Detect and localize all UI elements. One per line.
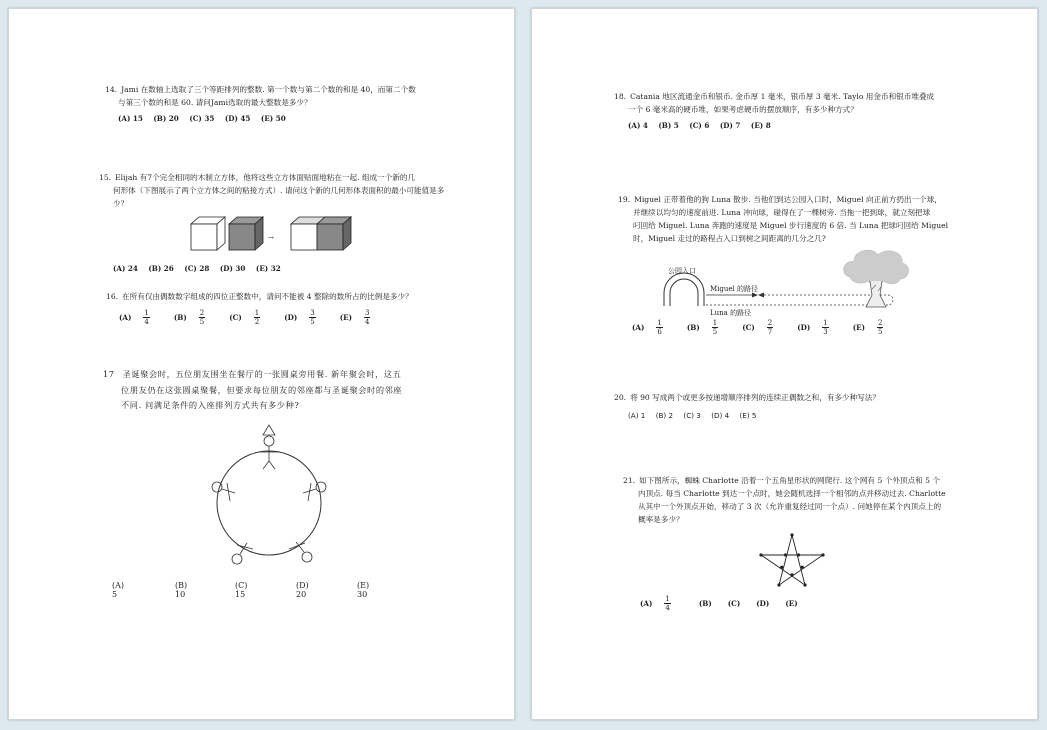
question-text: 如下图所示，蜘蛛 Charlotte 沿着一个五角星形状的网爬行. 这个网有 5 个外顶点和 5 个	[639, 476, 940, 485]
choice-label: (A)	[640, 599, 653, 608]
fraction	[712, 319, 726, 336]
choice-label: (B)	[686, 323, 700, 332]
choice-c[interactable]: (C) 28	[184, 264, 210, 273]
numerator: 2	[878, 319, 883, 327]
choice-b[interactable]: (B) 26	[148, 264, 174, 273]
fraction	[664, 595, 678, 612]
choice-a[interactable]: (A) 1	[628, 411, 646, 420]
question-text: Miguel 正带着他的狗 Luna 散步. 当他们到达公园入口时，Miguel 向正前方扔出一个球，	[634, 195, 942, 204]
question-17	[103, 367, 503, 414]
question-text: 概率是多少？	[638, 515, 684, 524]
question-text: 并继续以均匀的速度前进. Luna 冲向球，碰得在了一棵树旁. 当拖一把到球，就立刻把球	[633, 208, 931, 217]
question-text: 不同. 问满足条件的入座排列方式共有多少种?	[121, 400, 300, 410]
document-page-right	[531, 8, 1038, 720]
choice-c[interactable]	[742, 319, 789, 336]
denominator: 4	[144, 318, 149, 326]
denominator: 5	[199, 318, 205, 326]
choice-a[interactable]: (A) 5	[112, 581, 125, 599]
tree-icon	[840, 245, 912, 315]
fraction	[309, 309, 323, 326]
question-text: 叼回给 Miguel. Luna 奔跑的速度是 Miguel 步行速度的 6 倍. 当 Luna 把球叼回给 Miguel	[633, 221, 949, 230]
denominator: 5	[712, 328, 718, 336]
choice-label: (B)	[173, 313, 187, 322]
choice-b[interactable]: (B) 10	[175, 581, 188, 599]
numerator: 3	[365, 309, 370, 317]
question-text: Jami 在数轴上选取了三个等距排列的整数. 第一个数与第二个数的和是 40，而第二个数	[121, 85, 416, 94]
denominator: 3	[823, 328, 828, 336]
question-text: 时，Miguel 走过的路程占入口到树之间距离的几分之几?	[633, 234, 826, 243]
fraction	[364, 309, 378, 326]
pentagram-web-figure	[757, 531, 827, 591]
numerator: 1	[254, 309, 260, 317]
choice-e[interactable]	[340, 309, 387, 326]
choice-label: (A)	[632, 323, 645, 332]
question-number: 14.	[105, 85, 118, 94]
question-16	[106, 290, 506, 303]
question-19-choices	[632, 319, 907, 336]
choice-c[interactable]: (C) 15	[235, 581, 248, 599]
question-14	[105, 83, 505, 125]
choice-label: (A)	[119, 313, 132, 322]
question-15-choices	[113, 262, 289, 275]
fraction	[254, 309, 268, 326]
denominator: 5	[310, 318, 315, 326]
fraction	[199, 309, 213, 326]
choice-e[interactable]: (E) 50	[260, 114, 286, 123]
choice-label: (E)	[339, 313, 353, 322]
question-15	[99, 171, 499, 210]
choice-label: (C)	[229, 313, 242, 322]
answer-choices	[113, 262, 289, 275]
numerator: 1	[657, 319, 662, 327]
choice-a[interactable]: (A) 24	[113, 264, 138, 273]
choice-b[interactable]: (B)	[698, 599, 712, 608]
choice-a[interactable]	[119, 309, 166, 326]
question-21	[623, 474, 1033, 526]
question-text: Elijah 有7个完全相同的木制立方体，他将这些立方体面贴面地粘在一起. 组成一个新的几	[115, 173, 416, 182]
choice-d[interactable]: (D) 4	[711, 411, 730, 420]
choice-b[interactable]: (B) 20	[153, 114, 179, 123]
choice-d[interactable]: (D) 30	[219, 264, 246, 273]
luna-path-label: Luna 的路径	[710, 309, 752, 317]
choice-b[interactable]	[174, 309, 221, 326]
choice-b[interactable]: (B) 5	[658, 121, 679, 130]
answer-choices	[640, 595, 806, 612]
answer-choices	[614, 409, 1024, 422]
choice-e[interactable]: (E) 30	[357, 581, 370, 599]
choice-d[interactable]: (D) 7	[719, 121, 741, 130]
denominator: 5	[878, 328, 883, 336]
choice-b[interactable]	[687, 319, 734, 336]
question-21-choices	[640, 595, 806, 612]
question-text: 圣诞聚会时，五位朋友围坐在餐厅的一张圆桌旁用餐. 新年聚会时，这五	[122, 369, 402, 379]
choice-e[interactable]: (E) 32	[255, 264, 281, 273]
choice-c[interactable]: (C) 6	[689, 121, 710, 130]
fraction	[656, 319, 670, 336]
question-number: 17	[103, 369, 115, 379]
question-text: 在所有仅由偶数数字组成的四位正整数中，请问不能被 4 整除的数所占的比例是多少？	[122, 292, 413, 301]
question-20	[614, 391, 1024, 422]
choice-a[interactable]: (A) 15	[118, 114, 143, 123]
question-19	[618, 193, 1028, 245]
choice-c[interactable]	[229, 309, 276, 326]
question-number: 21.	[623, 476, 636, 485]
choice-a[interactable]	[632, 319, 679, 336]
question-number: 16.	[106, 292, 119, 301]
question-text: 将 90 写成两个或更多按递增顺序排列的连续正偶数之和，有多少种写法？	[630, 393, 880, 402]
choice-b[interactable]: (B) 2	[655, 411, 674, 420]
choice-e[interactable]: (E) 5	[739, 411, 757, 420]
numerator: 1	[665, 595, 670, 603]
question-text: Catania 地区流通金币和银币. 金币厚 1 毫米，银币厚 3 毫米. Taylo 用金币和银币堆叠成	[630, 92, 935, 101]
numerator: 3	[310, 309, 315, 317]
choice-c[interactable]: (C)	[727, 599, 741, 608]
choice-a[interactable]	[640, 595, 687, 612]
question-text: 一个 6 毫米高的硬币堆，如果考虑硬币的摆放顺序，有多少种方式？	[628, 105, 858, 114]
numerator: 2	[199, 309, 205, 317]
denominator: 4	[365, 318, 370, 326]
arrow-icon: →	[268, 234, 274, 242]
question-text: 与第三个数的和是 60. 请问Jami选取的最大整数是多少？	[118, 98, 312, 107]
question-number: 15.	[99, 173, 112, 182]
numerator: 2	[767, 319, 773, 327]
choice-d[interactable]: (D)	[756, 599, 770, 608]
cube-figure	[189, 214, 359, 254]
choice-e[interactable]	[853, 319, 900, 336]
choice-label: (D)	[797, 323, 811, 332]
denominator: 7	[767, 328, 773, 336]
answer-choices	[614, 119, 1024, 132]
fraction	[877, 319, 891, 336]
choice-e[interactable]: (E)	[785, 599, 798, 608]
numerator: 1	[144, 309, 149, 317]
denominator: 6	[657, 328, 662, 336]
question-number: 20.	[614, 393, 627, 402]
fraction	[143, 309, 157, 326]
answer-choices	[632, 319, 907, 336]
choice-c[interactable]: (C) 3	[683, 411, 701, 420]
numerator: 1	[823, 319, 828, 327]
choice-d[interactable]: (D) 20	[296, 581, 309, 599]
question-number: 18.	[614, 92, 627, 101]
question-text: 少？	[113, 199, 129, 208]
choice-d[interactable]	[284, 309, 332, 326]
round-table-figure	[197, 421, 347, 571]
answer-choices	[119, 309, 394, 326]
choice-d[interactable]	[797, 319, 845, 336]
miguel-path-label: Miguel 的路径	[710, 285, 759, 293]
question-text: 内顶点. 每当 Charlotte 到达一个点时，她会随机选择一个相邻的点并移动过去. Charlotte	[638, 489, 946, 498]
park-entrance-label: 公园入口	[668, 267, 696, 275]
answer-choices	[105, 112, 505, 125]
fraction	[767, 319, 781, 336]
question-text: 何形体（下图展示了两个立方体之间的粘接方式）. 请问这个新的几何形体表面积的最小可能值是多	[113, 186, 445, 195]
question-text: 位朋友仍在这张圆桌聚餐，但要求每位朋友的邻座都与圣诞聚会时的邻座	[121, 384, 403, 395]
choice-d[interactable]: (D) 45	[224, 114, 251, 123]
choice-c[interactable]: (C) 35	[189, 114, 215, 123]
denominator: 4	[665, 604, 670, 612]
choice-label: (D)	[284, 313, 298, 322]
question-number: 19.	[618, 195, 631, 204]
numerator: 1	[712, 319, 718, 327]
choice-e[interactable]: (E) 8	[750, 121, 771, 130]
question-text: 从其中一个外顶点开始，移动了 3 次（允许重复经过同一个点）. 问她停在某个内顶点上的	[638, 502, 942, 511]
denominator: 2	[254, 318, 260, 326]
choice-a[interactable]: (A) 4	[628, 121, 648, 130]
question-18	[614, 90, 1024, 132]
fraction	[822, 319, 836, 336]
choice-label: (E)	[852, 323, 866, 332]
document-page-left	[8, 8, 515, 720]
question-16-choices	[119, 309, 394, 326]
choice-label: (C)	[742, 323, 755, 332]
